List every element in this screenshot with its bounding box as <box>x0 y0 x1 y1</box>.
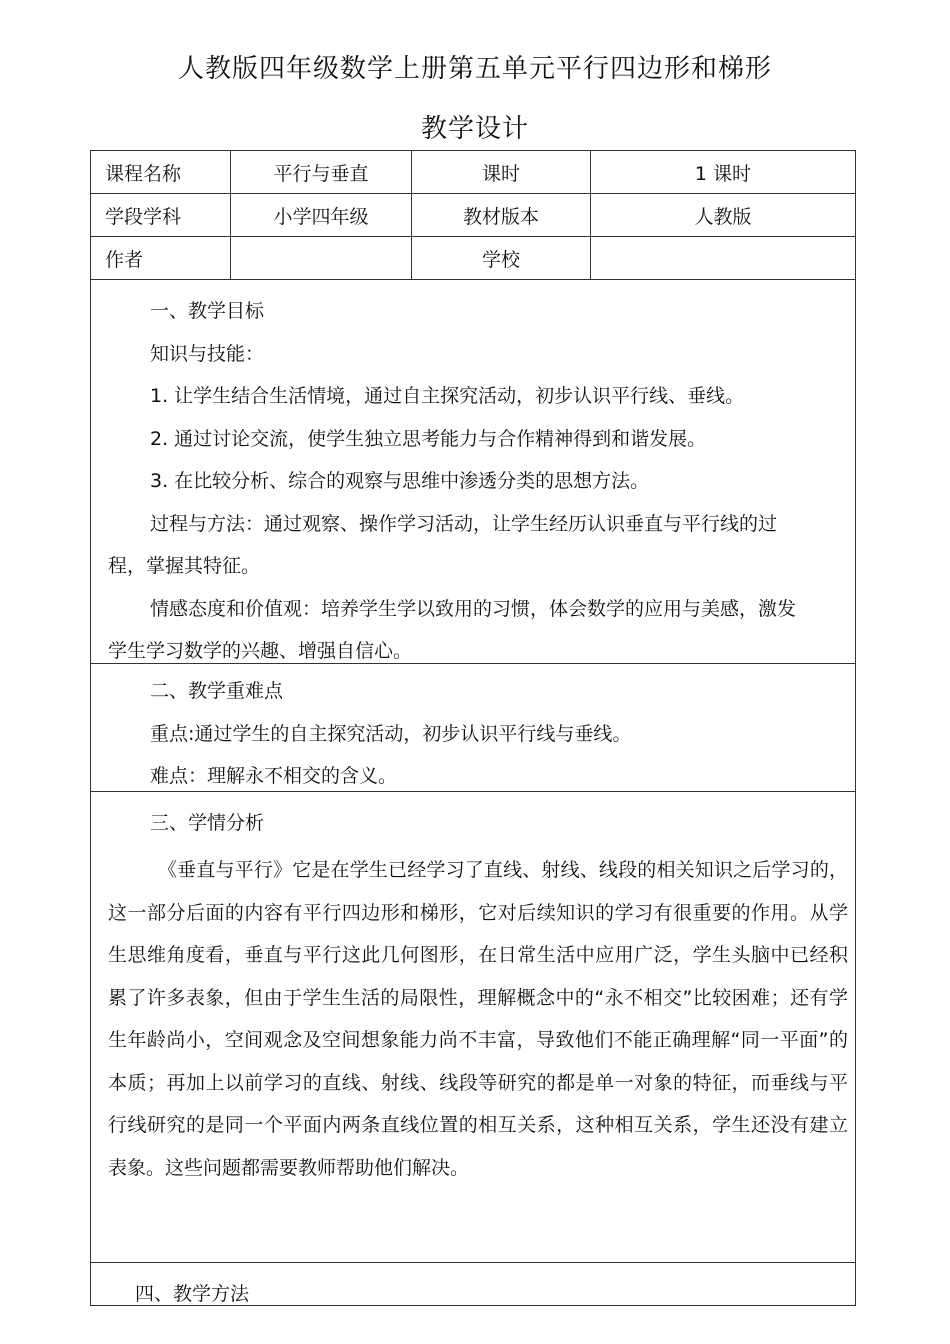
section-heading: 二、教学重难点 <box>150 680 284 702</box>
emotion-values-text: 情感态度和价值观：培养学生学以致用的习惯，体会数学的应用与美感，激发 <box>150 598 797 620</box>
grade-subject-value: 小学四年级 <box>231 194 412 237</box>
objective-item: 1. 让学生结合生活情境，通过自主探究活动，初步认识平行线、垂线。 <box>150 385 745 407</box>
table-row <box>91 237 856 280</box>
school-value <box>591 237 856 280</box>
section-heading: 四、教学方法 <box>135 1283 250 1305</box>
textbook-edition-label: 教材版本 <box>412 194 591 237</box>
learner-analysis-paragraph: 《垂直与平行》它是在学生已经学习了直线、射线、线段的相关知识之后学习的，这一部分后面的内容有平行四边形和梯形，它对后续知识的学习有很重要的作用。从学生思维角度看，垂直与平行这此几何图形，在日常生活中应用广泛，学生头脑中已经积累了许多表象，但由于学生生活的局限性，理解概念中的“永不相交”比较困难；还有学生年龄尚小，空间观念及空间想象能力尚不丰富，导致他们不能正确理解“同一平面”的本质；再加上以前学习的直线、射线、线段等研究的都是单一对象的特征，而垂线与平行线研究的是同一个平面内两条直线位置的相互关系，这种相互关系，学生还没有建立表象。这些问题都需要教师帮助他们解决。 <box>108 859 848 1179</box>
teaching-objectives-section <box>90 280 856 664</box>
learner-analysis-section <box>90 792 856 1263</box>
objective-item: 2. 通过讨论交流，使学生独立思考能力与合作精神得到和谐发展。 <box>150 428 707 450</box>
course-name-value: 平行与垂直 <box>231 151 412 194</box>
author-value <box>231 237 412 280</box>
knowledge-skills-label: 知识与技能： <box>150 343 265 365</box>
textbook-edition-value: 人教版 <box>591 194 856 237</box>
course-name-label: 课程名称 <box>91 151 231 194</box>
course-info-table <box>90 150 856 280</box>
author-label: 作者 <box>91 237 231 280</box>
table-row <box>91 151 856 194</box>
process-method-text: 过程与方法：通过观察、操作学习活动，让学生经历认识垂直与平行线的过 <box>150 513 778 535</box>
key-difficult-points-section <box>90 664 856 792</box>
section-heading: 一、教学目标 <box>150 300 265 322</box>
lesson-hours-value: 1 课时 <box>591 151 856 194</box>
grade-subject-label: 学段学科 <box>91 194 231 237</box>
table-row <box>91 194 856 237</box>
process-method-text: 程，掌握其特征。 <box>108 555 261 577</box>
emotion-values-text: 学生学习数学的兴趣、增强自信心。 <box>108 640 413 662</box>
key-point-text: 重点:通过学生的自主探究活动，初步认识平行线与垂线。 <box>150 723 632 745</box>
teaching-methods-section <box>90 1263 856 1306</box>
document-title: 人教版四年级数学上册第五单元平行四边形和梯形 <box>177 54 772 84</box>
difficulty-text: 难点：理解永不相交的含义。 <box>150 765 398 787</box>
objective-item: 3. 在比较分析、综合的观察与思维中渗透分类的思想方法。 <box>150 470 650 492</box>
lesson-hours-label: 课时 <box>412 151 591 194</box>
school-label: 学校 <box>412 237 591 280</box>
section-heading: 三、学情分析 <box>150 812 265 834</box>
document-subtitle: 教学设计 <box>420 114 529 144</box>
